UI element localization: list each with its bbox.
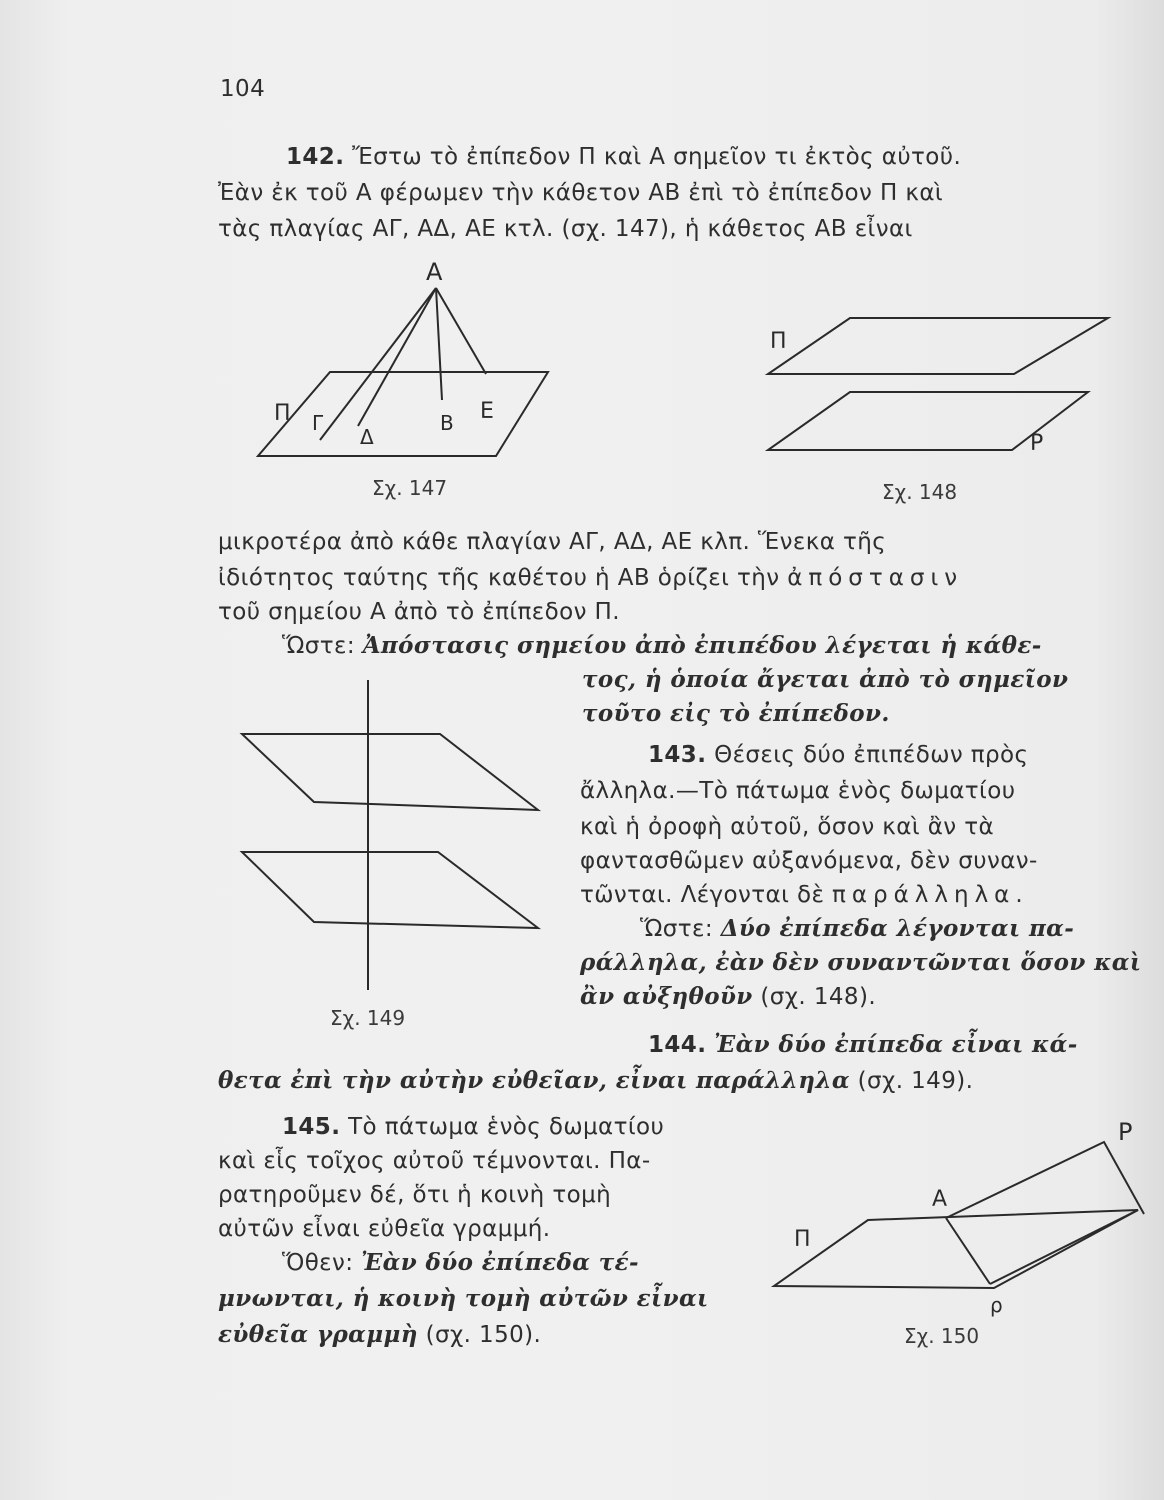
s145-def3: εὐθεῖα γραμμὴ — [218, 1321, 418, 1348]
s143-hoste: Ὥστε: — [640, 916, 713, 942]
fig147-line-ag — [320, 288, 436, 440]
s144-line2-row — [218, 1066, 973, 1096]
s143-line3: φαντασθῶμεν αὐξανόμενα, δὲν συναν- — [580, 848, 1038, 874]
s143-def3: ἂν αὐξηθοῦν — [580, 983, 753, 1010]
fig147-diagram — [250, 250, 570, 480]
s144-line1: Ἐὰν δύο ἐπίπεδα εἶναι κά- — [714, 1031, 1078, 1058]
s143-title2: ἄλληλα. — [580, 778, 676, 804]
fig149-plane-top — [242, 734, 538, 810]
s142-line1-text: Ἔστω τὸ ἐπίπεδον Π καὶ Α σημεῖον τι ἐκτὸς αὐτοῦ. — [352, 144, 962, 170]
s142-line6: τοῦ σημείου Α ἀπὸ τὸ ἐπίπεδον Π. — [218, 599, 620, 625]
fig150-plane-p — [774, 1210, 1138, 1288]
s142-term-apostasin: ἀπόστασιν — [787, 565, 964, 591]
s143-line4-text: τῶνται. Λέγονται δὲ — [580, 882, 825, 908]
s145-line3: ρατηροῦμεν δέ, ὅτι ἡ κοινὴ τομὴ — [218, 1182, 612, 1208]
page-number: 104 — [220, 76, 266, 102]
s142-number: 142. — [286, 144, 345, 170]
fig149-diagram — [240, 676, 560, 1016]
fig149-caption: Σχ. 149 — [330, 1006, 406, 1030]
fig150-intersection-line — [946, 1218, 990, 1284]
fig147-label-b: Β — [440, 411, 454, 435]
s144-line2: θετα ἐπὶ τὴν αὐτὴν εὐθεῖαν, εἶναι παράλληλα — [218, 1067, 850, 1094]
s145-def2: μνωνται, ἡ κοινὴ τομὴ αὐτῶν εἶναι — [218, 1285, 709, 1312]
fig147-caption: Σχ. 147 — [372, 476, 448, 500]
fig147-label-g: Γ — [312, 411, 324, 435]
s143-line2: καὶ ἡ ὀροφὴ αὐτοῦ, ὅσον καὶ ἂν τὰ — [580, 814, 995, 840]
s142-hoste: Ὥστε: — [282, 633, 355, 659]
fig148-diagram — [758, 310, 1118, 480]
fig150-label-a: Α — [932, 1187, 948, 1212]
s143-def2: ράλληλα, ἐὰν δὲν συναντῶνται ὅσον καὶ — [580, 949, 1142, 976]
fig147-line-ae — [436, 288, 486, 374]
s143-line1-row — [580, 776, 1015, 806]
fig147-label-a: Α — [426, 258, 443, 286]
s145-line1-row — [282, 1112, 664, 1142]
s145-def1-row — [282, 1248, 639, 1278]
s143-term-parallila: παράλληλα. — [832, 882, 1029, 908]
s145-line4: αὐτῶν εἶναι εὐθεῖα γραμμή. — [218, 1216, 551, 1242]
fig149-plane-bottom — [242, 852, 538, 928]
s143-title: Θέσεις δύο ἐπιπέδων πρὸς — [714, 742, 1029, 768]
s144-line1-row — [648, 1030, 1078, 1060]
s142-def3: τοῦτο εἰς τὸ ἐπίπεδον. — [582, 700, 890, 727]
s142-line3: τὰς πλαγίας ΑΓ, ΑΔ, ΑΕ κτλ. (σχ. 147), ἡ κάθετος ΑΒ εἶναι — [218, 216, 913, 242]
fig148-label-r: Ρ — [1030, 431, 1044, 456]
fig147-plane — [258, 372, 548, 456]
fig147-label-e: Ε — [480, 399, 494, 424]
fig147-line-ab — [436, 288, 442, 400]
fig148-caption: Σχ. 148 — [882, 480, 958, 504]
s143-def1-row — [640, 914, 1074, 944]
s142-line4: μικροτέρα ἀπὸ κάθε πλαγίαν ΑΓ, ΑΔ, ΑΕ κλπ. Ἕνεκα τῆς — [218, 529, 887, 555]
s145-number: 145. — [282, 1114, 341, 1140]
s145-line2: καὶ εἷς τοῖχος αὐτοῦ τέμνονται. Πα- — [218, 1148, 651, 1174]
s143-line4 — [580, 880, 1029, 910]
s145-def3-row — [218, 1320, 541, 1350]
fig150-plane-r-top — [946, 1142, 1144, 1218]
s145-hothen: Ὅθεν: — [282, 1250, 354, 1276]
s144-number: 144. — [648, 1032, 707, 1058]
s142-def2: τος, ἡ ὁποία ἄγεται ἀπὸ τὸ σημεῖον — [582, 666, 1069, 693]
s142-def1-row — [282, 631, 1042, 661]
fig150-label-r-top: Ρ — [1118, 1118, 1133, 1146]
fig150-diagram — [768, 1110, 1158, 1330]
fig150-plane-r-bottom — [990, 1210, 1138, 1284]
fig150-label-p: Π — [794, 1227, 811, 1252]
s143-number: 143. — [648, 742, 707, 768]
s143-def3-row — [580, 982, 876, 1012]
s144-ref: (σχ. 149). — [857, 1068, 974, 1094]
s142-line1 — [286, 142, 961, 172]
s142-line5-text: ἰδιότητος ταύτης τῆς καθέτου ἡ ΑΒ ὁρίζει τὴν — [218, 565, 780, 591]
fig147-label-p: Π — [274, 401, 291, 426]
s143-ref: (σχ. 148). — [760, 984, 877, 1010]
s145-def1: Ἐὰν δύο ἐπίπεδα τέ- — [361, 1249, 639, 1276]
fig150-caption: Σχ. 150 — [904, 1324, 980, 1348]
fig150-label-r-bottom: ρ — [990, 1293, 1003, 1317]
s142-line5 — [218, 563, 963, 593]
s145-ref: (σχ. 150). — [425, 1322, 542, 1348]
s145-line1: Τὸ πάτωμα ἑνὸς δωματίου — [348, 1114, 665, 1140]
s143-def1: Δύο ἐπίπεδα λέγονται πα- — [720, 915, 1075, 942]
fig148-plane-p — [768, 318, 1108, 374]
s143-title-row — [648, 740, 1028, 770]
s142-def1: Ἀπόστασις σημείου ἀπὸ ἐπιπέδου λέγεται ἡ κάθε- — [362, 632, 1042, 659]
s142-line2: Ἐὰν ἐκ τοῦ Α φέρωμεν τὴν κάθετον ΑΒ ἐπὶ τὸ ἐπίπεδον Π καὶ — [218, 180, 944, 206]
s143-line1: —Τὸ πάτωμα ἑνὸς δωματίου — [675, 778, 1016, 804]
fig147-label-d: Δ — [360, 425, 374, 449]
fig148-label-p: Π — [770, 329, 787, 354]
fig147-line-ad — [358, 288, 436, 426]
